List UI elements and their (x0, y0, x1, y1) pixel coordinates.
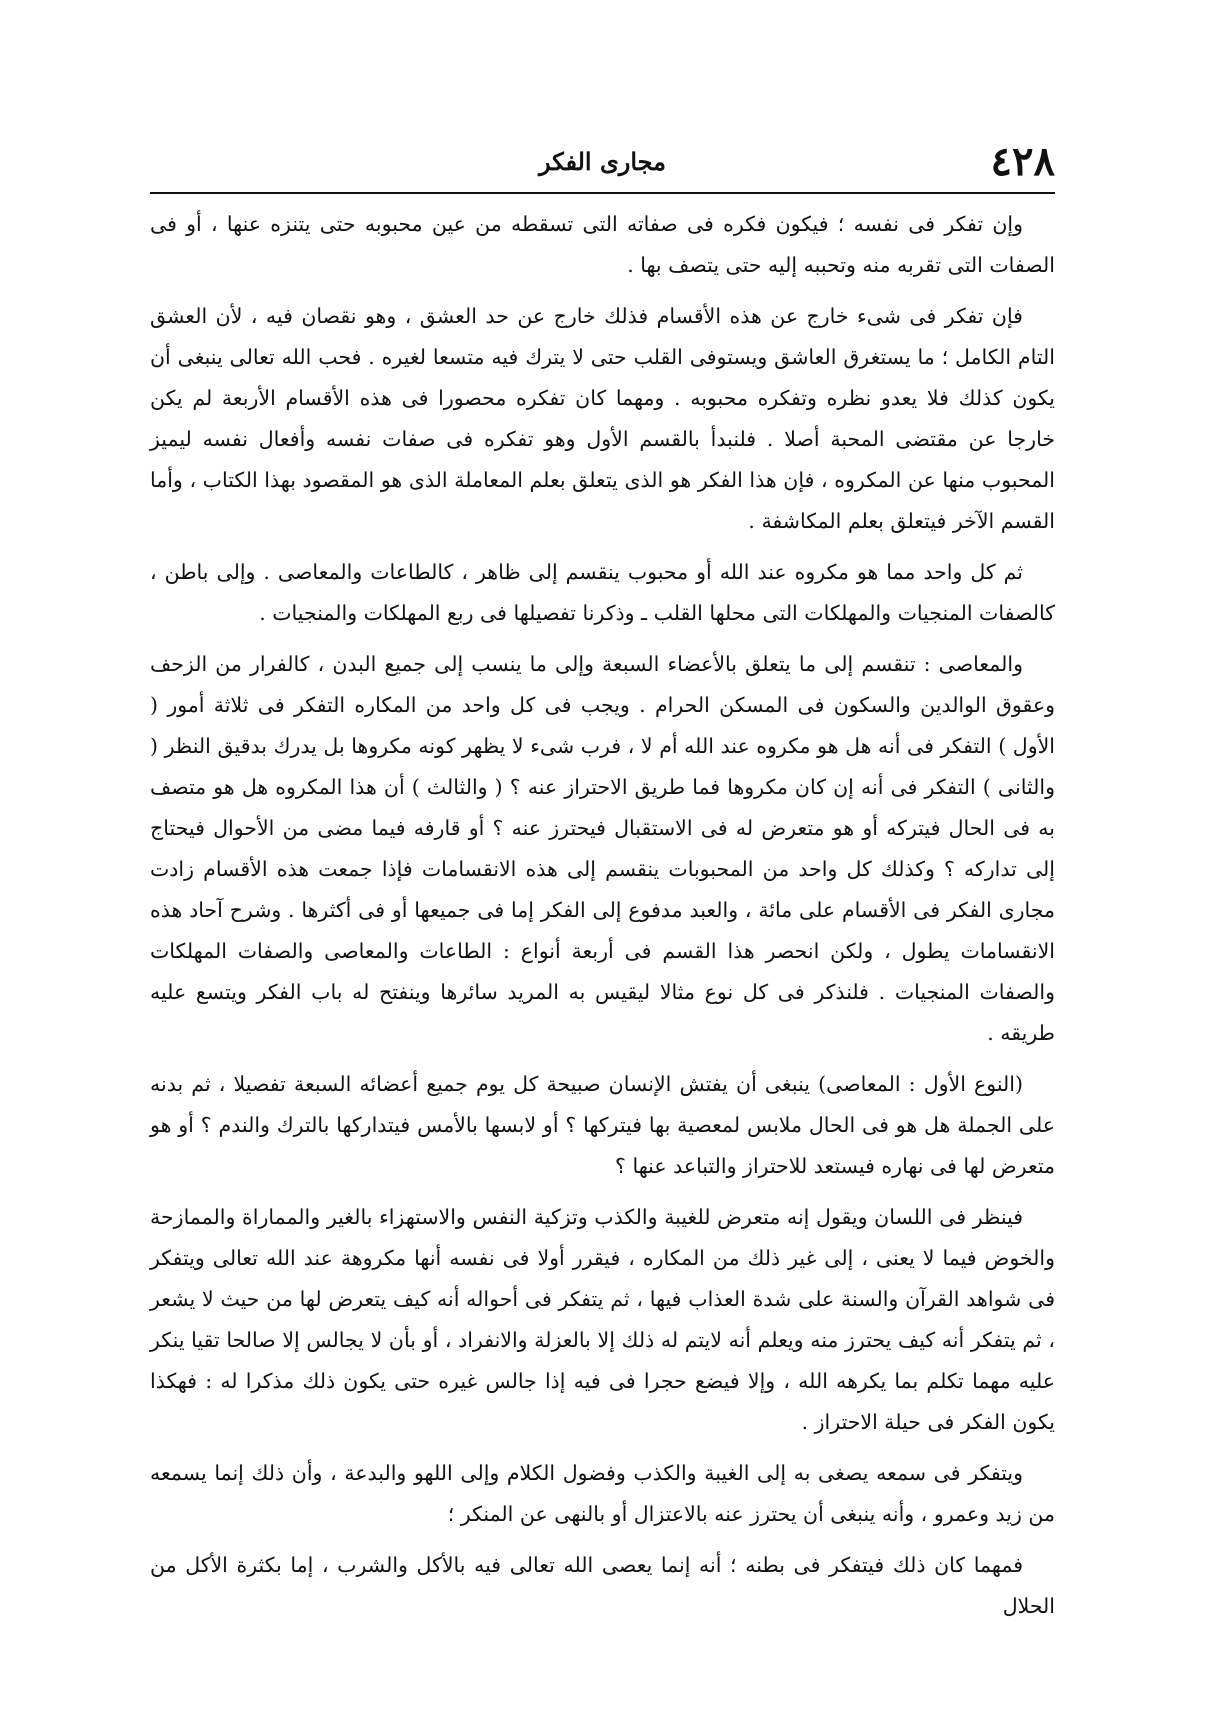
paragraph: وإن تفكر فى نفسه ؛ فيكون فكره فى صفاته التى تسقطه من عين محبوبه حتى يتنزه عنها ، أو فى الصفات التى تقربه منه وتحببه إليه حتى يتصف بها . (150, 212, 1055, 277)
header-rule (150, 192, 1055, 194)
paragraph: فإن تفكر فى شىء خارج عن هذه الأقسام فذلك خارج عن حد العشق ، وهو نقصان فيه ، لأن العشق التام الكامل ؛ ما يستغرق العاشق ويستوفى القلب حتى لا يترك فيه متسعا لغيره . فحب الله تعالى ينبغى أن يكون كذلك فلا يعدو نظره وتفكره محبوبه . ومهما كان تفكره محصورا فى هذه الأقسام الأربعة لم يكن خارجا عن مقتضى المحبة أصلا . فلنبدأ بالقسم الأول وهو تفكره فى صفات نفسه وأفعال نفسه ليميز المحبوب منها عن المكروه ، فإن هذا الفكر هو الذى يتعلق بعلم المعاملة الذى هو المقصود بهذا الكتاب ، وأما القسم الآخر فيتعلق بعلم المكاشفة . (150, 304, 1055, 533)
paragraph: (النوع الأول : المعاصى) ينبغى أن يفتش الإنسان صبيحة كل يوم جميع أعضائه السبعة تفصيلا ، ثم بدنه على الجملة هل هو فى الحال ملابس لمعصية بها فيتركها ؟ أو لابسها بالأمس فيتداركها بالترك والندم ؟ أو هو متعرض لها فى نهاره فيستعد للاحتراز والتباعد عنها ؟ (150, 1072, 1055, 1178)
paragraph: ثم كل واحد مما هو مكروه عند الله أو محبوب ينقسم إلى ظاهر ، كالطاعات والمعاصى . وإلى باطن ، كالصفات المنجيات والمهلكات التى محلها القلب ـ وذكرنا تفصيلها فى ربع المهلكات والمنجيات . (150, 560, 1055, 625)
paragraph: فمهما كان ذلك فيتفكر فى بطنه ؛ أنه إنما يعصى الله تعالى فيه بالأكل والشرب ، إما بكثرة الأكل من الحلال (150, 1553, 1055, 1618)
page-number: ٤٢٨ (990, 138, 1055, 185)
page-header (150, 138, 1055, 186)
page-body (150, 204, 1055, 1637)
paragraph: فينظر فى اللسان ويقول إنه متعرض للغيبة والكذب وتزكية النفس والاستهزاء بالغير والمماراة والممازحة والخوض فيما لا يعنى ، إلى غير ذلك من المكاره ، فيقرر أولا فى نفسه أنها مكروهة عند الله تعالى ويتفكر فى شواهد القرآن والسنة على شدة العذاب فيها ، ثم يتفكر فى أحواله أنه كيف يتعرض لها من حيث لا يشعر ، ثم يتفكر أنه كيف يحترز منه ويعلم أنه لايتم له ذلك إلا بالعزلة والانفراد ، أو بأن لا يجالس إلا صالحا تقيا ينكر عليه مهما تكلم بما يكرهه الله ، وإلا فيضع حجرا فى فيه إذا جالس غيره حتى يكون ذلك مذكرا له : فهكذا يكون الفكر فى حيلة الاحتراز . (150, 1205, 1055, 1434)
running-title: مجارى الفكر (538, 147, 666, 176)
paragraph: ويتفكر فى سمعه يصغى به إلى الغيبة والكذب وفضول الكلام وإلى اللهو والبدعة ، وأن ذلك إنما يسمعه من زيد وعمرو ، وأنه ينبغى أن يحترز عنه بالاعتزال أو بالنهى عن المنكر ؛ (150, 1461, 1055, 1526)
paragraph: والمعاصى : تنقسم إلى ما يتعلق بالأعضاء السبعة وإلى ما ينسب إلى جميع البدن ، كالفرار من الزحف وعقوق الوالدين والسكون فى المسكن الحرام . ويجب فى كل واحد من المكاره التفكر فى ثلاثة أمور ( الأول ) التفكر فى أنه هل هو مكروه عند الله أم لا ، فرب شىء لا يظهر كونه مكروها بل يدرك بدقيق النظر ( والثانى ) التفكر فى أنه إن كان مكروها فما طريق الاحتراز عنه ؟ ( والثالث ) أن هذا المكروه هل هو متصف به فى الحال فيتركه أو هو متعرض له فى الاستقبال فيحترز عنه ؟ أو قارفه فيما مضى من الأحوال فيحتاج إلى تداركه ؟ وكذلك كل واحد من المحبوبات ينقسم إلى هذه الانقسامات فإذا جمعت هذه الأقسام زادت مجارى الفكر فى الأقسام على مائة ، والعبد مدفوع إلى الفكر إما فى جميعها أو فى أكثرها . وشرح آحاد هذه الانقسامات يطول ، ولكن انحصر هذا القسم فى أربعة أنواع : الطاعات والمعاصى والصفات المهلكات والصفات المنجيات . فلنذكر فى كل نوع مثالا ليقيس به المريد سائرها وينفتح له باب الفكر ويتسع عليه طريقه . (150, 652, 1055, 1045)
